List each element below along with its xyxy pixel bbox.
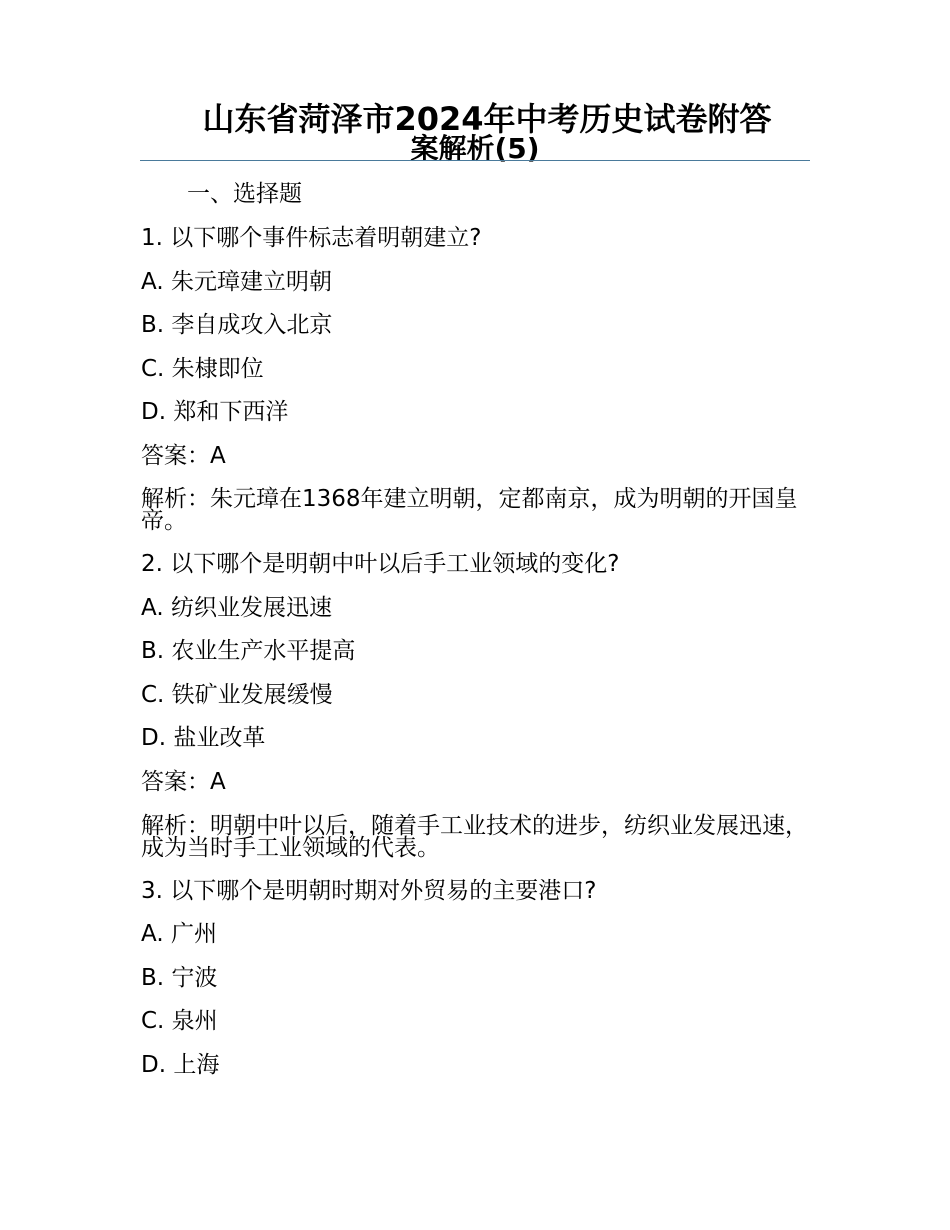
question-3-option-d: D. 上海 bbox=[141, 1052, 220, 1078]
question-1-answer: 答案：A bbox=[141, 443, 226, 469]
question-1-analysis: 解析：朱元璋在1368年建立明朝，定都南京，成为明朝的开国皇帝。 bbox=[141, 486, 798, 534]
question-2-option-d: D. 盐业改革 bbox=[141, 725, 266, 751]
question-2-option-b: B. 农业生产水平提高 bbox=[141, 638, 356, 664]
title-underline bbox=[140, 160, 810, 161]
document-title bbox=[140, 100, 810, 165]
section-heading: 一、选择题 bbox=[187, 181, 302, 207]
question-3-option-b: B. 宁波 bbox=[141, 965, 218, 991]
question-1-text: 1. 以下哪个事件标志着明朝建立? bbox=[141, 225, 482, 251]
question-3-option-c: C. 泉州 bbox=[141, 1008, 218, 1034]
question-2-option-a: A. 纺织业发展迅速 bbox=[141, 595, 332, 621]
question-2-text: 2. 以下哪个是明朝中叶以后手工业领域的变化? bbox=[141, 551, 620, 577]
question-3-text: 3. 以下哪个是明朝时期对外贸易的主要港口? bbox=[141, 878, 597, 904]
question-1-option-c: C. 朱棣即位 bbox=[141, 356, 264, 382]
question-2-analysis: 解析：明朝中叶以后，随着手工业技术的进步，纺织业发展迅速，成为当时手工业领域的代表。 bbox=[141, 813, 808, 861]
question-3-option-a: A. 广州 bbox=[141, 921, 217, 947]
question-2-option-c: C. 铁矿业发展缓慢 bbox=[141, 682, 333, 708]
question-1-option-d: D. 郑和下西洋 bbox=[141, 399, 289, 425]
question-1-option-b: B. 李自成攻入北京 bbox=[141, 312, 333, 338]
title-line-2: 案解析(5) bbox=[410, 132, 540, 165]
question-1-option-a: A. 朱元璋建立明朝 bbox=[141, 269, 332, 295]
title-line-1: 山东省菏泽市2024年中考历史试卷附答 bbox=[202, 100, 772, 138]
question-2-answer: 答案：A bbox=[141, 769, 226, 795]
